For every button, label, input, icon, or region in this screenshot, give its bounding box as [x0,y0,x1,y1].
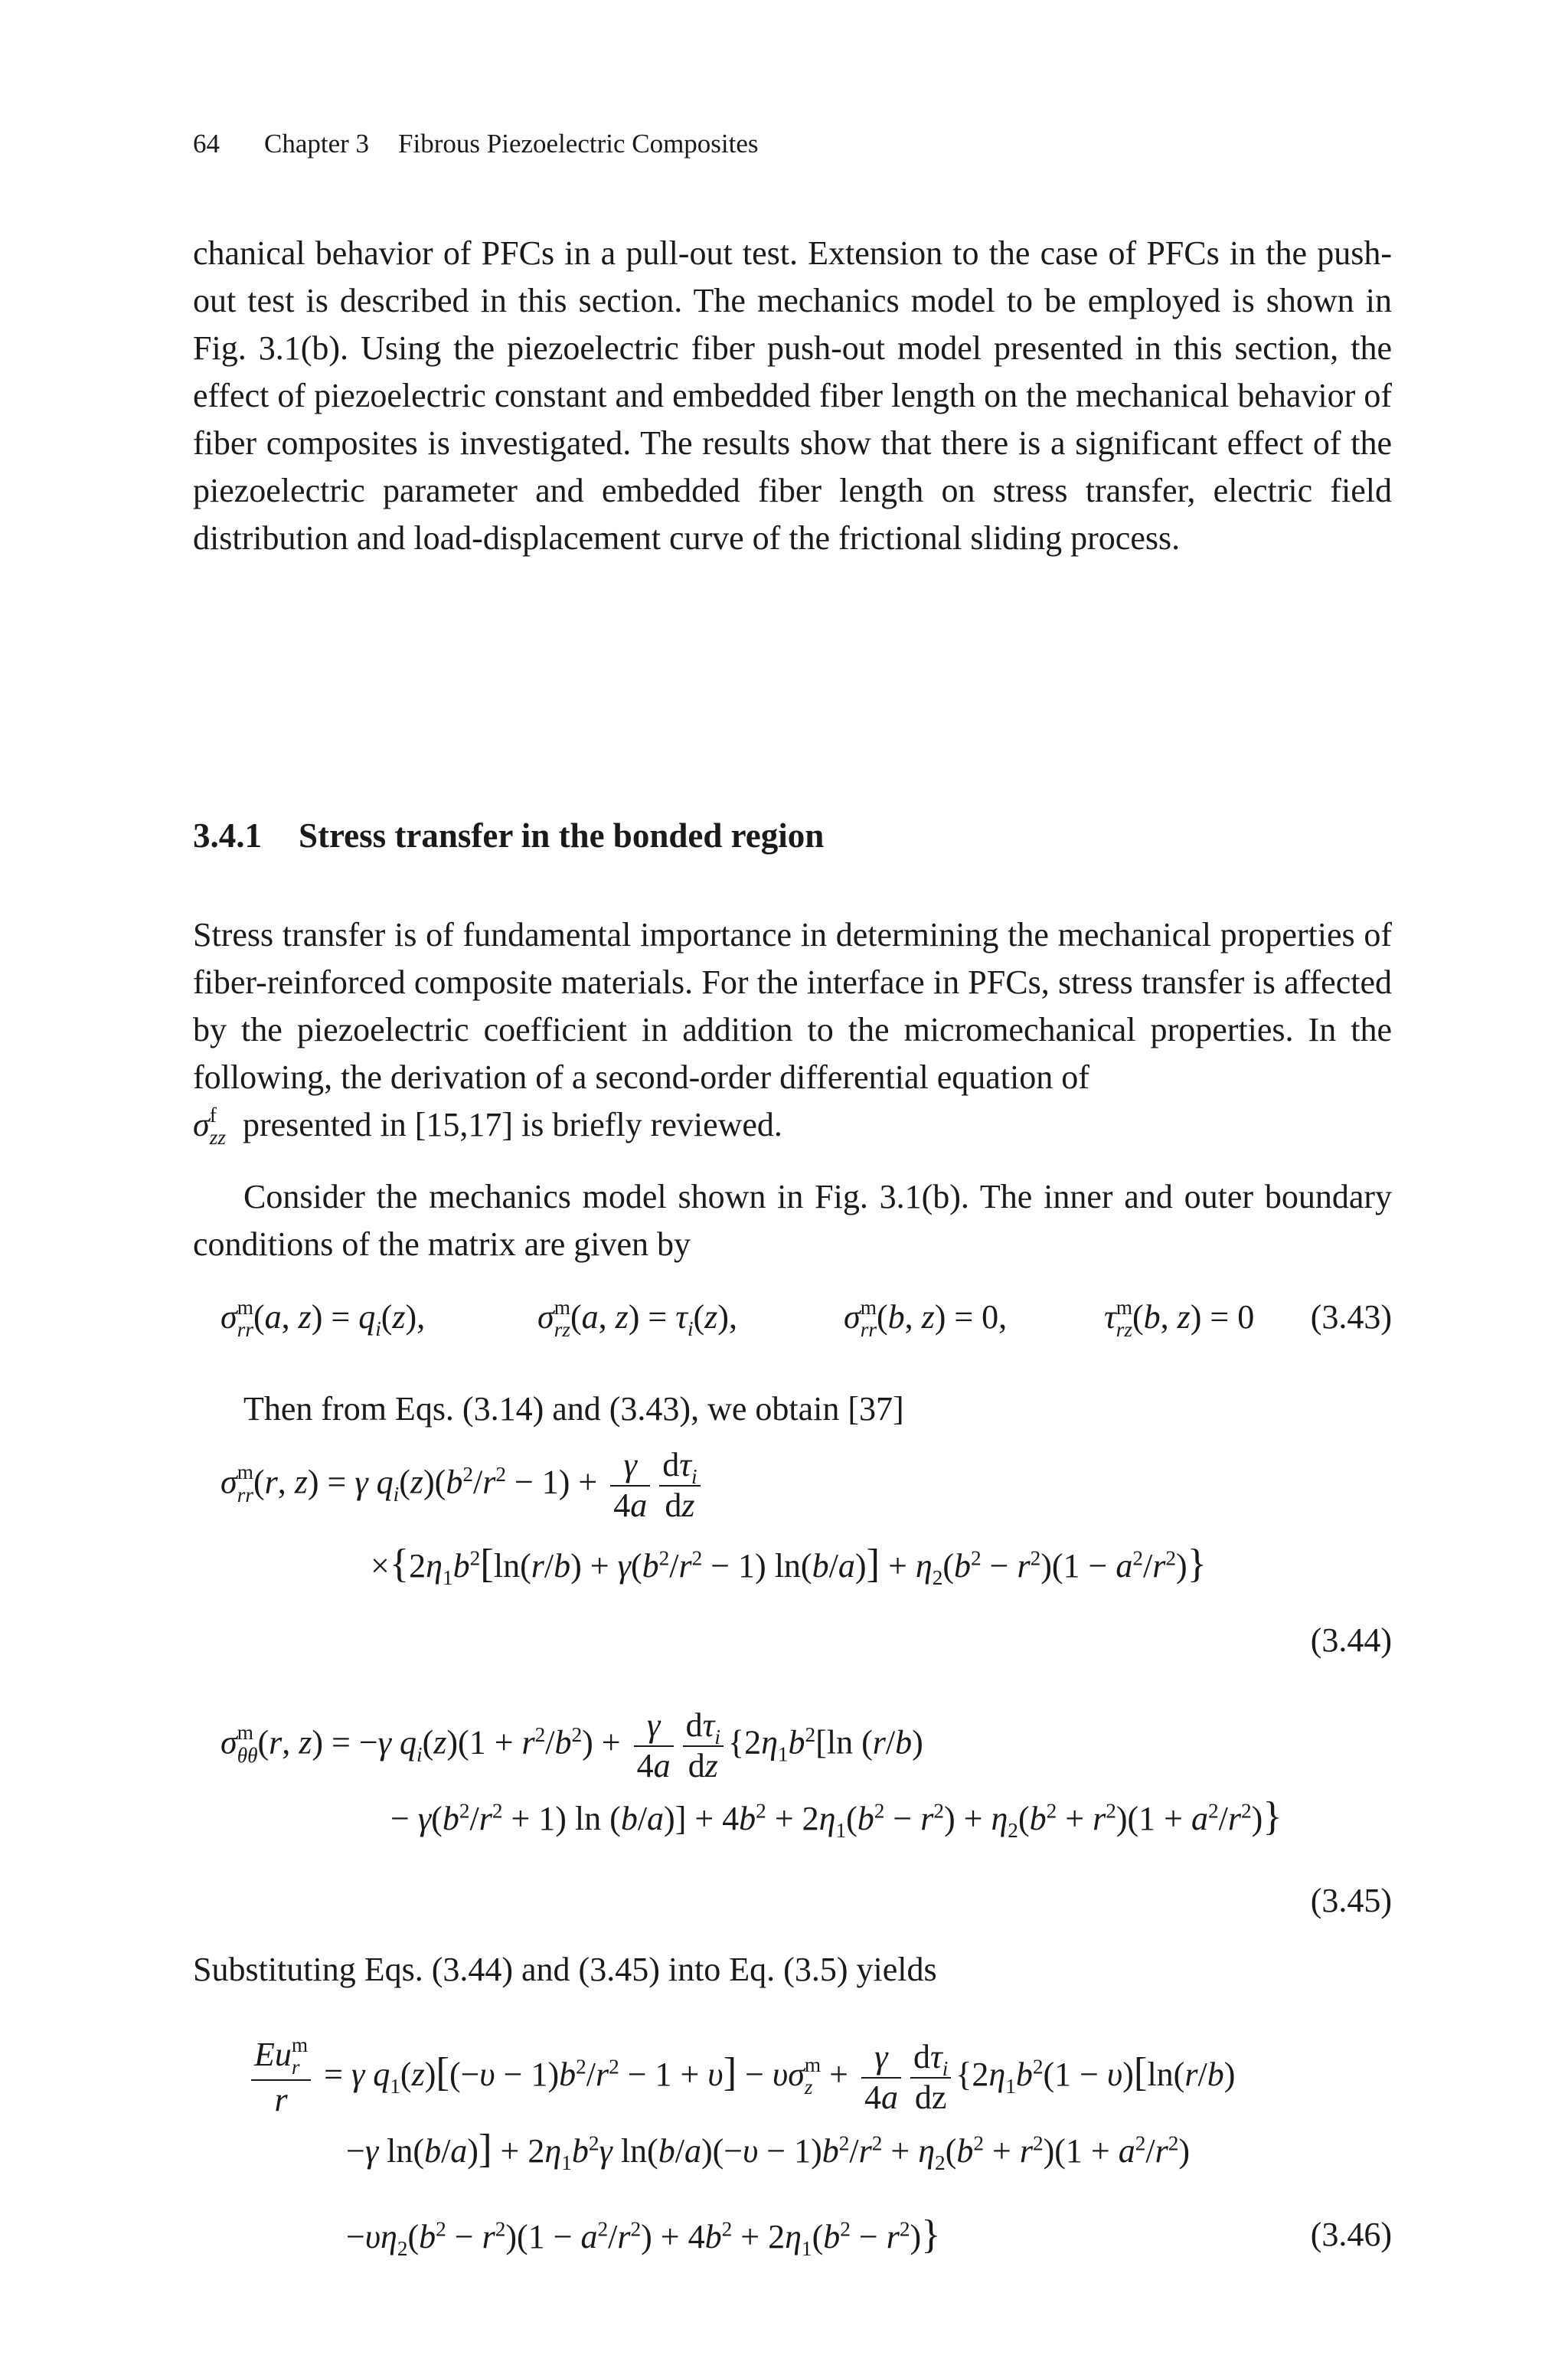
paragraph-boundary-conditions: Consider the mechanics model shown in Fig. 3.1(b). The inner and outer boundary conditions of the matrix are given by [193,1178,1392,1263]
equation-number-3-46: (3.46) [1310,2216,1392,2253]
section-title: Stress transfer in the bonded region [299,816,825,855]
sigma-zz-f-symbol: σ f zz [193,1103,226,1149]
paragraph-intro: chanical behavior of PFCs in a pull-out test. Extension to the case of PFCs in the push-out test is described in this section. The mechanics model to be employed is shown in Fig. 3.1(b). Using the piezoelectric fiber push-out model presented in this section, the effect of piezoelectric constant and embedded fiber length on the mechanical behavior of fiber composites is investigated. The results show that there is a significant effect of the piezoelectric parameter and embedded fiber length on stress transfer, electric field distribution and load-displacement curve of the frictional sliding process. [193,234,1392,557]
equation-number-3-45: (3.45) [1310,1882,1392,1919]
paragraph-stress-transfer-tail: presented in [15,17] is briefly reviewed. [242,1106,782,1143]
page-number: 64 [193,129,220,159]
paragraph-stress-transfer [193,911,1392,1150]
running-head [193,129,759,159]
equation-number-3-44: (3.44) [1310,1621,1392,1659]
text-then-from: Then from Eqs. (3.14) and (3.43), we obtain [37] [243,1390,904,1428]
equation-number-3-43: (3.43) [1310,1298,1392,1336]
paragraph-stress-transfer-text: Stress transfer is of fundamental importance in determining the mechanical properties of fiber-reinforced composite materials. For the interface in PFCs, stress transfer is affected by the piezoelectric coefficient in addition to the micromechanical properties. In the following, the derivation of a second-order differential equation of [193,916,1392,1096]
section-heading [193,812,824,859]
chapter-label: Chapter 3 [264,129,370,159]
text-substituting: Substituting Eqs. (3.44) and (3.45) into Eq. (3.5) yields [193,1951,937,1988]
section-number: 3.4.1 [193,816,262,855]
chapter-title: Fibrous Piezoelectric Composites [398,129,759,159]
